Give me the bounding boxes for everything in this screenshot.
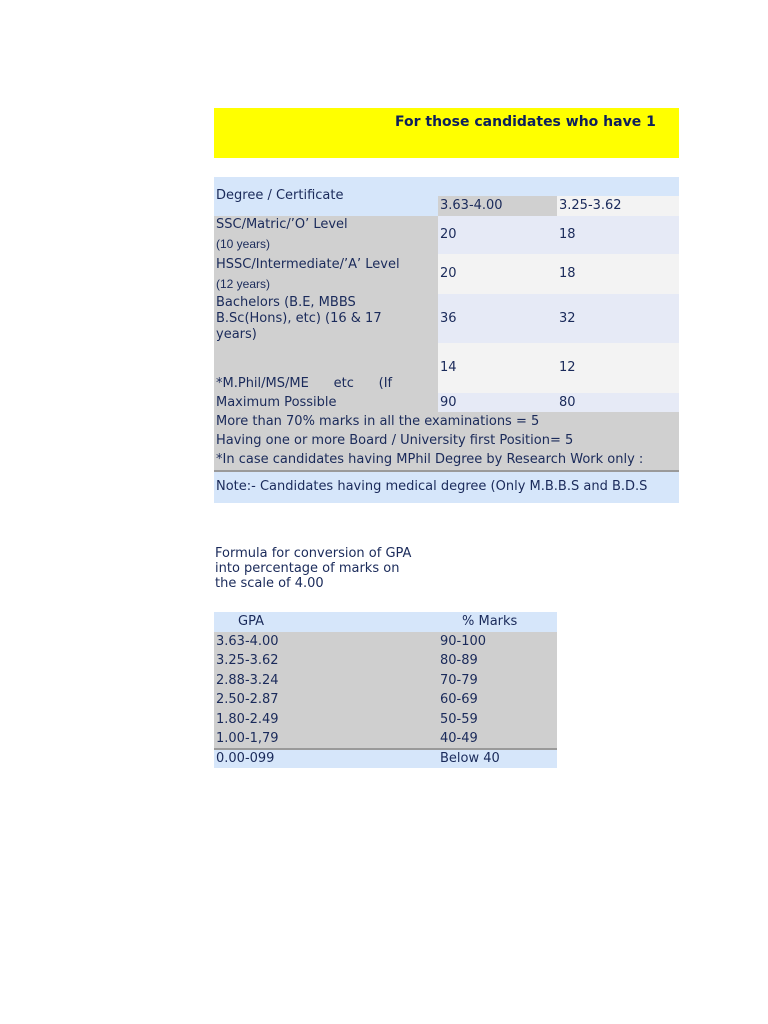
marks-column-header: % Marks xyxy=(438,612,557,632)
table-row-gpa: 2.88-3.24 xyxy=(214,671,438,690)
table-row-marks: 60-69 xyxy=(438,690,557,710)
title-banner xyxy=(214,108,679,158)
gpa-range-header-1: 3.63-4.00 xyxy=(438,196,557,216)
maximum-label: Maximum Possible xyxy=(214,393,438,412)
table-cell-value: 20 xyxy=(438,216,557,254)
table-row-gpa: 1.80-2.49 xyxy=(214,710,438,729)
table-row-label xyxy=(214,254,438,294)
row-label-line: years) xyxy=(216,327,257,342)
table-cell-value: 18 xyxy=(557,216,679,254)
table-cell-value: 18 xyxy=(557,254,679,294)
formula-line: into percentage of marks on xyxy=(215,561,400,576)
row-label-line: B.Sc(Hons), etc) (16 & 17 xyxy=(216,311,382,326)
table-cell-value: 20 xyxy=(438,254,557,294)
maximum-value-1: 90 xyxy=(438,393,557,412)
table-cell-value: 36 xyxy=(438,294,557,343)
row-label-years: (10 years) xyxy=(216,237,271,251)
medical-note: Note:- Candidates having medical degree (Only M.B.B.S and B.D.S xyxy=(214,472,679,503)
table-row-gpa: 2.50-2.87 xyxy=(214,690,438,710)
table-row-gpa: 1.00-1,79 xyxy=(214,729,438,748)
formula-caption xyxy=(215,546,411,591)
table-row-marks: 40-49 xyxy=(438,729,557,748)
row-label-line: *M.Phil/MS/ME etc (If xyxy=(216,376,393,391)
table-cell-value: 12 xyxy=(557,343,679,393)
table-row-label xyxy=(214,294,438,343)
row-label-line: SSC/Matric/’O’ Level xyxy=(216,217,348,232)
table-row-marks: 70-79 xyxy=(438,671,557,690)
formula-line: Formula for conversion of GPA xyxy=(215,546,412,561)
table-row-marks: 80-89 xyxy=(438,651,557,671)
row-label-line: HSSC/Intermediate/’A’ Level xyxy=(216,257,400,272)
gpa-column-header: GPA xyxy=(214,612,438,632)
row-label-line: Bachelors (B.E, MBBS xyxy=(216,295,356,310)
table-cell-value: 32 xyxy=(557,294,679,343)
table-row-marks: Below 40 xyxy=(438,750,557,768)
bonus-note-1: More than 70% marks in all the examinations = 5 xyxy=(214,412,679,431)
banner-title: For those candidates who have 1 xyxy=(395,114,656,130)
bonus-note-2: Having one or more Board / University first Position= 5 xyxy=(214,431,679,450)
table-row-gpa: 0.00-099 xyxy=(214,750,438,768)
table-row-marks: 90-100 xyxy=(438,632,557,651)
table-cell-value: 14 xyxy=(438,343,557,393)
formula-line: the scale of 4.00 xyxy=(215,576,324,591)
row-label-years: (12 years) xyxy=(216,277,271,291)
table-row-label xyxy=(214,343,438,393)
table-row-gpa: 3.25-3.62 xyxy=(214,651,438,671)
table-row-label xyxy=(214,216,438,254)
maximum-value-2: 80 xyxy=(557,393,679,412)
degree-header: Degree / Certificate xyxy=(214,186,438,216)
table-row-gpa: 3.63-4.00 xyxy=(214,632,438,651)
mphil-note: *In case candidates having MPhil Degree by Research Work only : xyxy=(214,450,679,470)
gpa-range-header-2: 3.25-3.62 xyxy=(557,196,679,216)
table-row-marks: 50-59 xyxy=(438,710,557,729)
